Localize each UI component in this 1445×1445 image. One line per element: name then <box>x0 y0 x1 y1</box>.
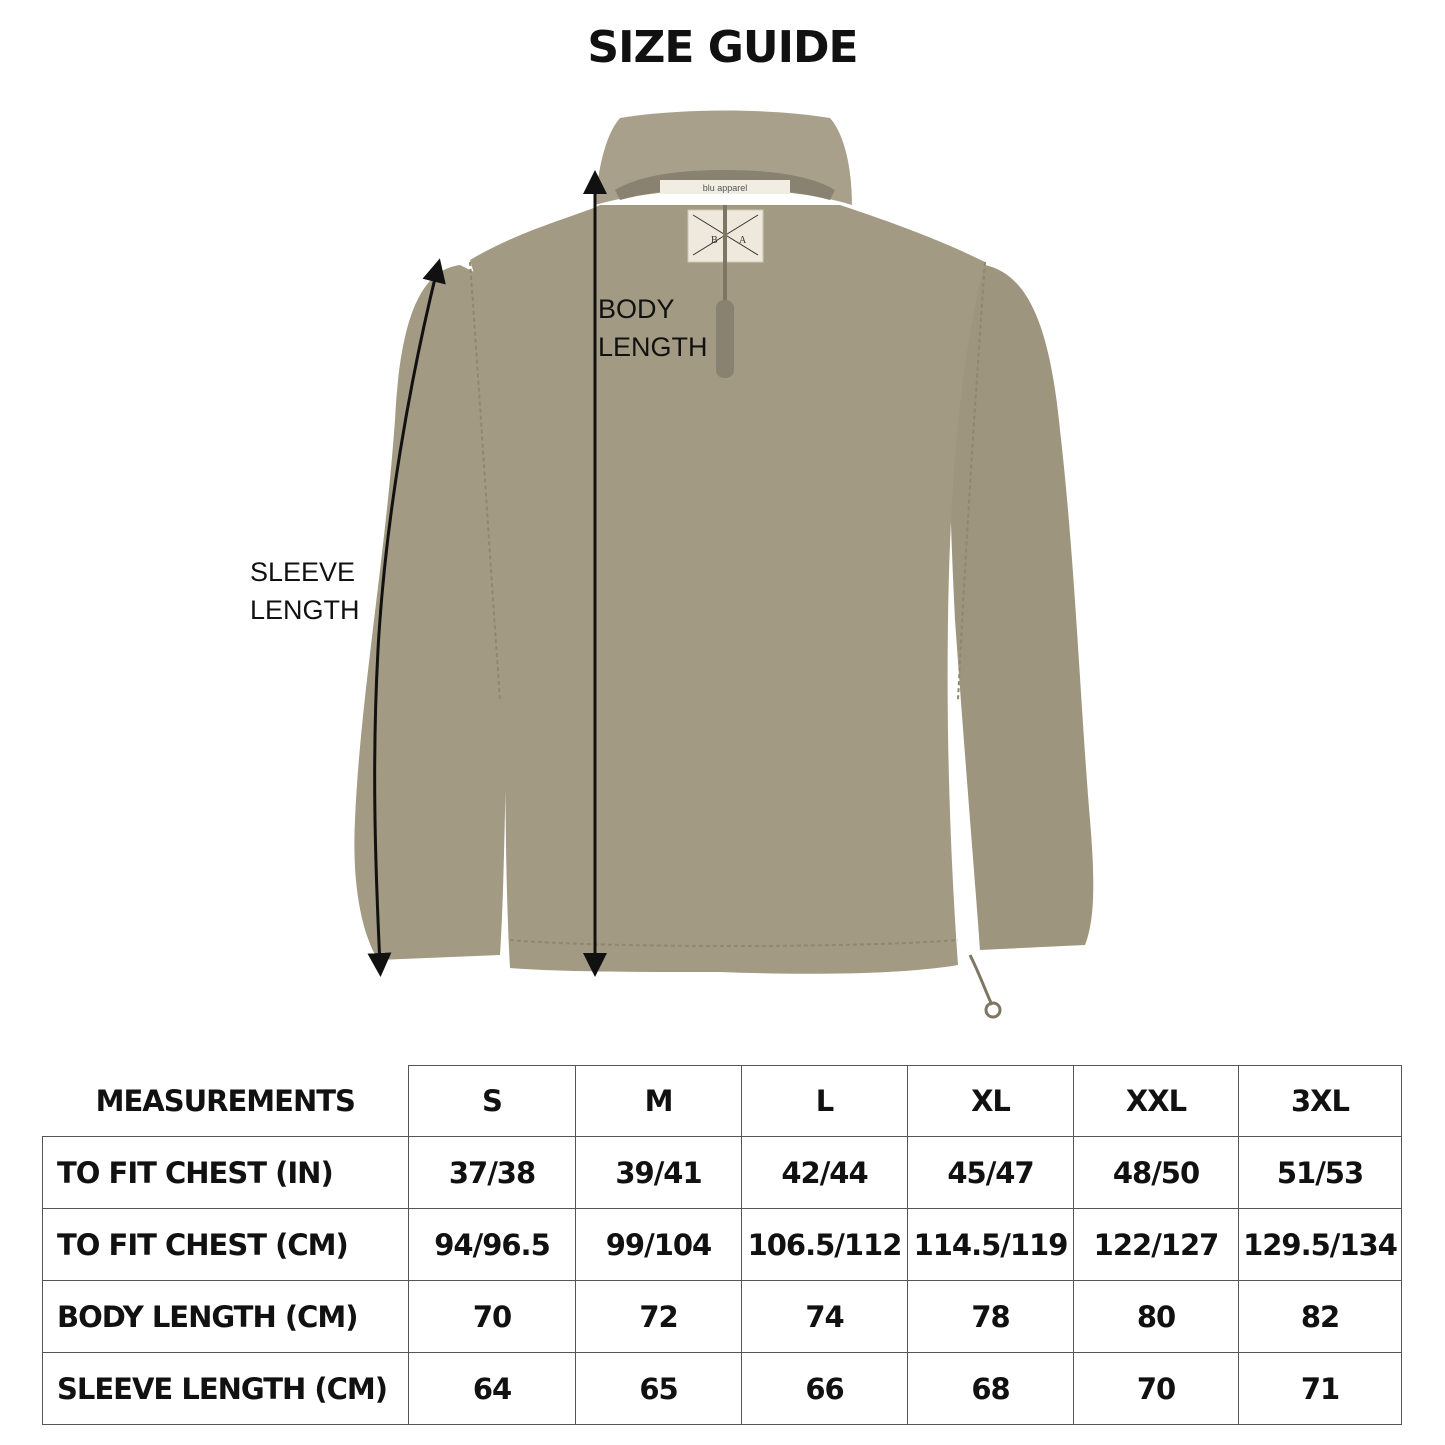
table-cell: 122/127 <box>1074 1209 1239 1281</box>
table-cell: 68 <box>908 1353 1074 1425</box>
size-header-xxl: XXL <box>1074 1066 1239 1137</box>
table-cell: 51/53 <box>1239 1137 1402 1209</box>
table-cell: 48/50 <box>1074 1137 1239 1209</box>
body-length-label: BODY LENGTH <box>598 294 708 362</box>
row-label: BODY LENGTH (CM) <box>43 1281 409 1353</box>
table-cell: 99/104 <box>576 1209 742 1281</box>
measurements-header: MEASUREMENTS <box>43 1066 409 1137</box>
row-label: TO FIT CHEST (IN) <box>43 1137 409 1209</box>
size-header-m: M <box>576 1066 742 1137</box>
zipper-pull <box>716 300 734 378</box>
table-cell: 70 <box>409 1281 576 1353</box>
size-header-s: S <box>409 1066 576 1137</box>
svg-text:B: B <box>711 235 718 246</box>
svg-text:A: A <box>739 235 747 246</box>
row-label: TO FIT CHEST (CM) <box>43 1209 409 1281</box>
size-table <box>42 1065 1402 1425</box>
table-cell: 82 <box>1239 1281 1402 1353</box>
table-cell: 70 <box>1074 1353 1239 1425</box>
table-row <box>43 1281 1402 1353</box>
table-row <box>43 1137 1402 1209</box>
size-header-xl: XL <box>908 1066 1074 1137</box>
page-title: SIZE GUIDE <box>587 22 858 73</box>
fleece-pullover-image <box>330 100 1130 1020</box>
drawcord <box>970 955 992 1005</box>
sleeve-length-label: SLEEVE LENGTH <box>250 557 360 625</box>
table-cell: 42/44 <box>742 1137 908 1209</box>
table-cell: 72 <box>576 1281 742 1353</box>
table-cell: 64 <box>409 1353 576 1425</box>
table-cell: 80 <box>1074 1281 1239 1353</box>
table-cell: 66 <box>742 1353 908 1425</box>
table-cell: 37/38 <box>409 1137 576 1209</box>
table-cell: 114.5/119 <box>908 1209 1074 1281</box>
table-cell: 129.5/134 <box>1239 1209 1402 1281</box>
size-header-3xl: 3XL <box>1239 1066 1402 1137</box>
right-sleeve <box>949 265 1093 950</box>
table-row <box>43 1209 1402 1281</box>
collar-tape-text: blu apparel <box>702 183 748 193</box>
table-row <box>43 1353 1402 1425</box>
table-cell: 106.5/112 <box>742 1209 908 1281</box>
table-cell: 94/96.5 <box>409 1209 576 1281</box>
table-cell: 65 <box>576 1353 742 1425</box>
table-cell: 74 <box>742 1281 908 1353</box>
table-header-row <box>43 1066 1402 1137</box>
table-cell: 71 <box>1239 1353 1402 1425</box>
table-cell: 39/41 <box>576 1137 742 1209</box>
size-header-l: L <box>742 1066 908 1137</box>
row-label: SLEEVE LENGTH (CM) <box>43 1353 409 1425</box>
left-sleeve <box>354 265 510 960</box>
table-cell: 78 <box>908 1281 1074 1353</box>
table-cell: 45/47 <box>908 1137 1074 1209</box>
